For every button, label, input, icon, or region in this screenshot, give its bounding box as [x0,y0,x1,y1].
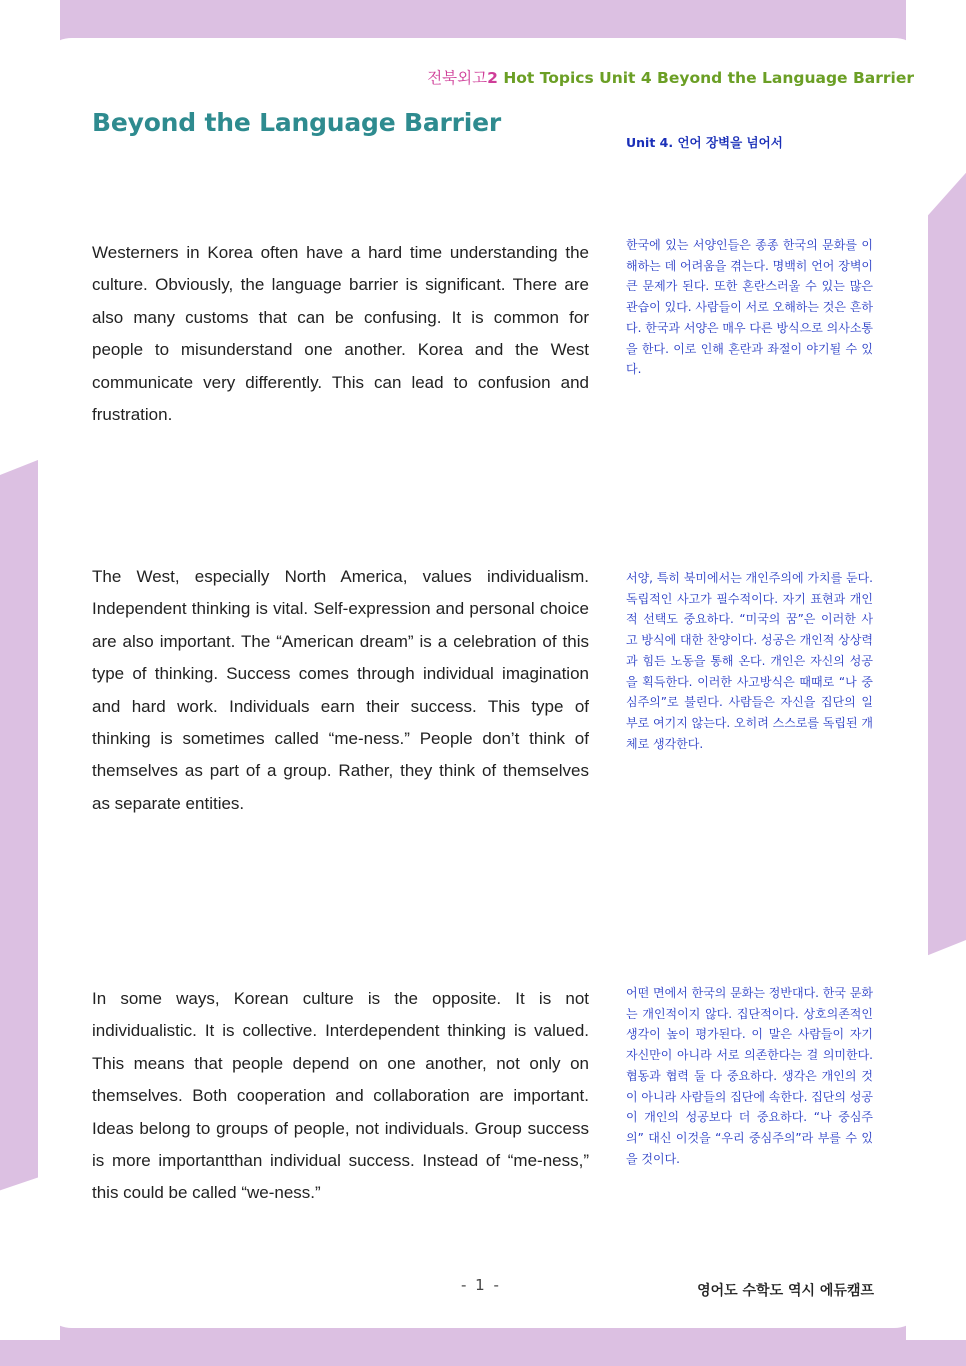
paragraph-2-korean: 서양, 특히 북미에서는 개인주의에 가치를 둔다. 독립적인 사고가 필수적이다. 자기 표현과 개인적 선택도 중요하다. “미국의 꿈”은 이러한 사고 방식에 대한 찬양이다. 성공은 개인적 상상력과 힘든 노동을 통해 온다. 개인은 자신의 성공을 획득한다. 이러한 사고방식은 때때로 “나 중심주의”로 불린다. 사람들은 자신을 집단의 일부로 여기지 않는다. 오히려 스스로를 독립된 개체로 생각한다. [626,571,873,751]
header-grade: 2 [487,69,498,87]
page-title: Beyond the Language Barrier [92,108,502,137]
header-school: 전북외고 [427,69,488,87]
paragraph-1-korean: 한국에 있는 서양인들은 종종 한국의 문화를 이해하는 데 어려움을 겪는다. 명백히 언어 장벽이 큰 문제가 된다. 또한 혼란스러울 수 있는 많은 관습이 있다. 사람들이 서로 오해하는 것은 흔하다. 한국과 서양은 매우 다른 방식으로 의사소통을 한다. 이로 인해 혼란과 좌절이 야기될 수 있다. [626,238,873,377]
footer-slogan: 영어도 수학도 역시 에듀캠프 [697,1283,874,1299]
paragraph-3-korean: 어떤 면에서 한국의 문화는 정반대다. 한국 문화는 개인적이지 않다. 집단적이다. 상호의존적인 생각이 높이 평가된다. 이 말은 사람들이 자기 자신만이 아니라 서로 의존한다는 걸 의미한다. 협동과 협력 둘 다 중요하다. 생각은 개인의 것이 아니라 사람들의 집단에 속한다. 집단의 성공이 개인의 성공보다 더 중요하다. “나 중심주의” 대신 이것을 “우리 중심주의”라 부를 수 있을 것이다. [626,986,873,1166]
page-number: - 1 - [461,1276,501,1294]
paragraph-2-english: The West, especially North America, values individualism. Independent thinking is vital. Self-expression and personal choice are also important. The “American dream” is a celebration of this type of thinking. Success comes through individual imagination and hard work. Individuals earn their success. This type of thinking is sometimes called “me-ness.” People don’t think of themselves as part of a group. Rather, they think of themselves as separate entities. [92,567,589,813]
header-topic: Hot Topics Unit 4 Beyond the Language Barrier [503,69,914,87]
paragraph-1-english: Westerners in Korea often have a hard time understanding the culture. Obviously, the language barrier is significant. There are also many customs that can be confusing. It is common for people to misunderstand one another. Korea and the West communicate very differently. This can lead to confusion and frustration. [92,243,589,425]
page-header [427,66,914,88]
unit-korean-title: Unit 4. 언어 장벽을 넘어서 [626,135,783,150]
paragraph-3-english: In some ways, Korean culture is the opposite. It is not individualistic. It is collective. Interdependent thinking is valued. This means that people depend on one another, not only on themselves. Both cooperation and collaboration are important. Ideas belong to groups of people, not individuals. Group success is more importantthan individual success. Instead of “me-ness,” this could be called “we-ness.” [92,989,589,1203]
